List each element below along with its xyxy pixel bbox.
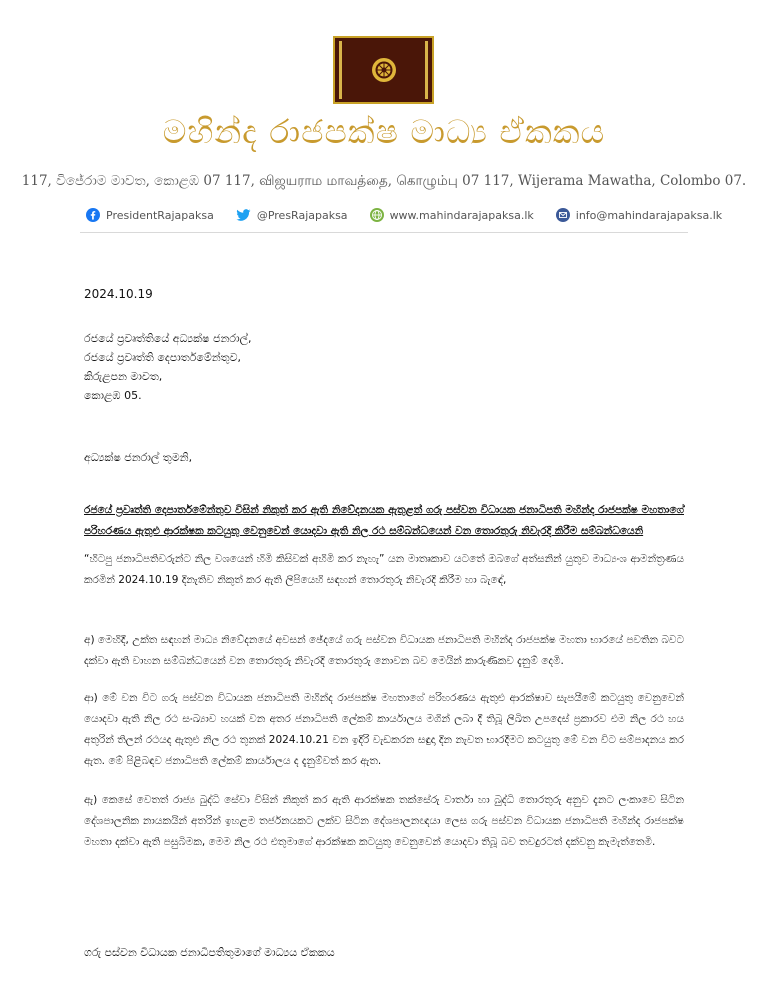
mail-icon xyxy=(556,208,570,222)
body-paragraph: “හිටපු ජනාධිපතිවරුන්ට නිල වශයෙන් හිමි කිසිවක් අහිමි කර නැහැ” යන මාතෘකාව යටතේ ඔබගේ අත්සනින් යුතුව මාධ්‍යංශ ආමන්ත්‍රණය කරමින් 2024.10.19 දිනැතිව නිකුත් කර ඇති ලිපියෙහි සඳහන් තොරතුරු නිවැරදි කිරීම හා බැඳේ, xyxy=(84,553,684,586)
email-address: info@mahindarajapaksa.lk xyxy=(575,208,723,222)
salutation: අධ්‍යක්ෂ ජනරාල් තුමනි, xyxy=(84,451,193,464)
globe-icon xyxy=(370,208,384,222)
facebook-contact[interactable] xyxy=(86,208,214,222)
contact-bar xyxy=(86,205,723,225)
organization-title: මහින්ද රාජපක්ෂ මාධ්‍ය ඒකකය xyxy=(162,112,606,151)
header-divider xyxy=(80,232,688,233)
facebook-handle: PresidentRajapaksa xyxy=(106,208,214,222)
recipient-line: රජයේ ප්‍රවෘත්තියේ අධ්‍යක්ෂ ජනරාල්, xyxy=(84,332,252,345)
twitter-contact[interactable] xyxy=(236,209,348,222)
letterhead-address: 117, විජේරාම මාවත, කොළඹ 07 117, விஜயராம மாவத்தை, கொழும்பு 07 117, Wijerama Mawatha, Colombo 07. xyxy=(21,173,747,189)
signature-line: ගරු පස්වන විධායක ජනාධිපතිතුමාගේ මාධ්‍යය ඒකකය xyxy=(84,946,335,959)
dharma-wheel-emblem-icon xyxy=(333,36,434,104)
recipient-address xyxy=(84,329,252,405)
recipient-line: කොළඹ 05. xyxy=(84,389,142,402)
recipient-line: කිරුළපන මාවත, xyxy=(84,370,163,383)
letter-subject: රජයේ ප්‍රවෘත්ති දෙපාර්තමේන්තුව විසින් නිකුත් කර ඇති නිවේදනයක ඇතුළත් ගරු පස්වන විධායක ජනාධිපති මහින්ද රාජපක්ෂ මහතාගේ පරිහරණය ඇතුළු ආරක්ෂක කටයුතු වෙනුවෙන් යොදවා ඇති නිල රථ සම්බන්ධයෙන් වන තොරතුරු නිවැරදි කිරීම සම්බන්ධයෙනි xyxy=(84,504,684,537)
facebook-icon xyxy=(86,208,100,222)
recipient-line: රජයේ ප්‍රවෘත්ති දෙපාර්තමේන්තුව, xyxy=(84,351,242,364)
body-paragraph: ඇ) කෙසේ වෙතත් රාජ්‍ය බුද්ධි සේවා විසින් නිකුත් කර ඇති ආරක්ෂක තක්සේරු වාර්තා හා බුද්ධි තොරතුරු අනුව දැනට ලංකාවෙ සිටින දේශපාලනික නායකයින් අතරින් ඉහළම තර්ජනයකට ලක්ව සිටින දේශපාලනඥයා ලෙස ගරු පස්වන විධායක ජනාධිපති මහින්ද රාජපක්ෂ මහතා දක්වා ඇති පසුබිමක, මෙම නිල රථ එතුමාගේ ආරක්ෂක කටයුතු වෙනුවෙන් යොදවා තිබූ බව තවදුරටත් දක්වනු කැමැත්තෙමි. xyxy=(84,794,684,848)
email-contact[interactable] xyxy=(556,208,722,222)
twitter-handle: @PresRajapaksa xyxy=(256,208,348,222)
twitter-icon xyxy=(236,209,251,222)
website-url: www.mahindarajapaksa.lk xyxy=(389,208,534,222)
body-paragraph: ආ) මේ වන විට ගරු පස්වන විධායක ජනාධිපති මහින්ද රාජපක්ෂ මහතාගේ පරිහරණය ඇතුළු ආරක්ෂාව සැපයීමේ කටයුතු වෙනුවෙන් යොදවා ඇති නිල රථ සංඛ්‍යාව හයක් වන අතර ජනාධිපති ලේකම් කාර්යාලය මගින් ලබා දී තිබූ ලිඛිත උපදෙස් ප්‍රකාරව එම නිල රථ හය අතුරින් තිලන් රථයද ඇතුළු නිල රථ තුනක් 2024.10.21 වන ඉදිරි වැඩකරන සඳුදා දින නැවත භාරදීමට කටයුතු මේ වන විට සම්පාදනය කර ඇත. මේ පිළිබඳව ජනාධිපති ලේකම් කාර්යාලය ද දැනුම්වත් කර ඇත. xyxy=(84,692,684,767)
wheel-icon xyxy=(371,57,397,83)
letter-date: 2024.10.19 xyxy=(84,287,153,301)
body-paragraph: අ) මෙහිදී, උක්ත සඳහන් මාධ්‍ය නිවේදනයේ අවසන් ඡේදයේ ගරු පස්වන විධායක ජනාධිපති මහින්ද රාජපක්ෂ මහතා භාරයේ පවතින බවට දක්වා ඇති වාහන සම්බන්ධයෙන් වන තොරතුරු නිවැරදි තොරතුරු නොවන බව මෙයින් කාරුණිකව දැනුම් දෙමි. xyxy=(84,634,684,667)
website-contact[interactable] xyxy=(370,208,534,222)
